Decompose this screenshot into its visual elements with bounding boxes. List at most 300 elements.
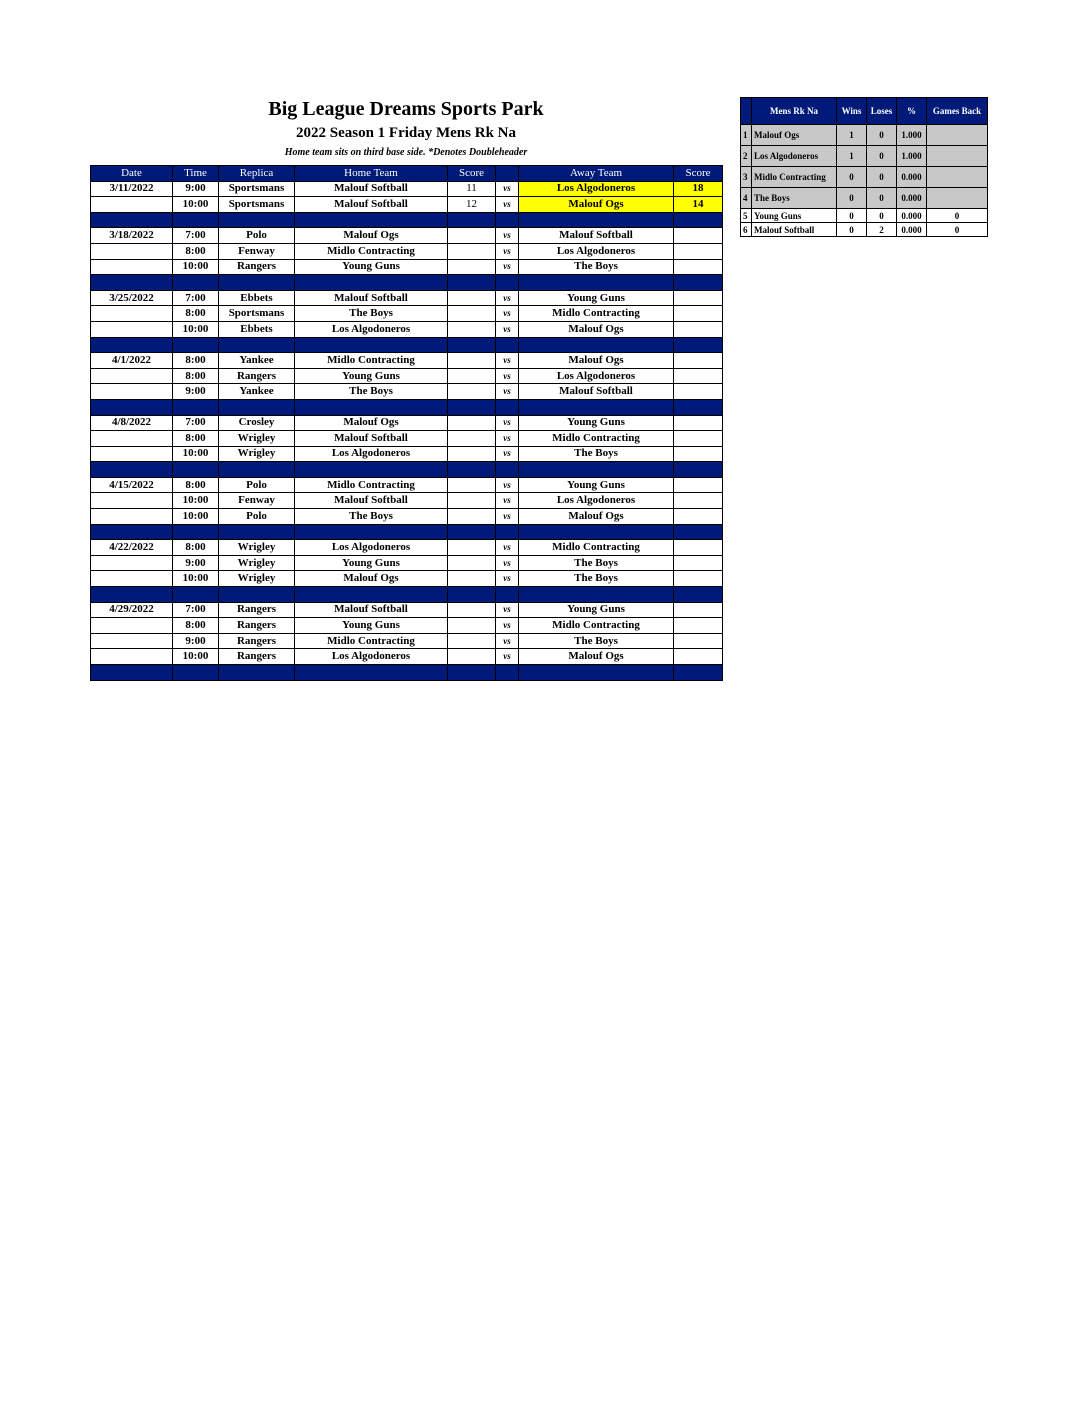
vs-label: vs — [496, 259, 519, 275]
game-date — [91, 306, 173, 322]
game-time: 10:00 — [173, 446, 219, 462]
away-team: Malouf Ogs — [519, 353, 674, 369]
vs-label: vs — [496, 181, 519, 197]
separator-cell — [295, 399, 448, 415]
standing-rank: 4 — [741, 188, 752, 209]
game-row — [91, 602, 723, 618]
week-separator — [91, 275, 723, 291]
separator-cell — [674, 524, 723, 540]
game-row — [91, 618, 723, 634]
home-score — [448, 415, 496, 431]
standings-col-header: Loses — [867, 98, 897, 125]
home-team: Los Algodoneros — [295, 649, 448, 665]
separator-cell — [173, 275, 219, 291]
standing-wins: 1 — [837, 146, 867, 167]
game-date — [91, 618, 173, 634]
separator-cell — [295, 665, 448, 681]
separator-cell — [448, 212, 496, 228]
away-team: Midlo Contracting — [519, 618, 674, 634]
game-time: 8:00 — [173, 431, 219, 447]
home-score — [448, 228, 496, 244]
standing-wins: 0 — [837, 167, 867, 188]
standing-pct: 1.000 — [897, 146, 927, 167]
away-team: The Boys — [519, 633, 674, 649]
separator-cell — [91, 587, 173, 603]
separator-cell — [219, 212, 295, 228]
game-row — [91, 321, 723, 337]
separator-cell — [674, 275, 723, 291]
home-score: 12 — [448, 197, 496, 213]
game-time: 8:00 — [173, 368, 219, 384]
standings-row — [741, 125, 988, 146]
standing-loses: 0 — [867, 188, 897, 209]
home-team: Malouf Ogs — [295, 415, 448, 431]
vs-label: vs — [496, 431, 519, 447]
home-team: Malouf Softball — [295, 197, 448, 213]
home-score: 11 — [448, 181, 496, 197]
week-separator — [91, 524, 723, 540]
game-time: 7:00 — [173, 602, 219, 618]
separator-cell — [519, 337, 674, 353]
vs-label: vs — [496, 290, 519, 306]
separator-cell — [173, 337, 219, 353]
game-row — [91, 633, 723, 649]
separator-cell — [496, 337, 519, 353]
home-score — [448, 493, 496, 509]
game-date: 4/22/2022 — [91, 540, 173, 556]
vs-label: vs — [496, 602, 519, 618]
vs-label: vs — [496, 243, 519, 259]
separator-cell — [448, 587, 496, 603]
separator-cell — [496, 212, 519, 228]
separator-cell — [295, 462, 448, 478]
standings-col-header: % — [897, 98, 927, 125]
away-score — [674, 431, 723, 447]
separator-cell — [448, 337, 496, 353]
standings-header-row — [741, 98, 988, 125]
game-field: Fenway — [219, 493, 295, 509]
page-note: Home team sits on third base side. *Denotes Doubleheader — [284, 147, 528, 158]
game-row — [91, 571, 723, 587]
game-row — [91, 431, 723, 447]
away-score — [674, 477, 723, 493]
game-row — [91, 228, 723, 244]
standing-pct: 0.000 — [897, 209, 927, 223]
standing-games-back: 0 — [927, 223, 988, 237]
separator-cell — [219, 399, 295, 415]
game-date — [91, 509, 173, 525]
standings-col-header: Mens Rk Na — [752, 98, 837, 125]
week-separator — [91, 212, 723, 228]
vs-label: vs — [496, 633, 519, 649]
separator-cell — [295, 587, 448, 603]
home-score — [448, 571, 496, 587]
schedule-col-header: Home Team — [295, 166, 448, 182]
separator-cell — [519, 399, 674, 415]
standing-rank: 2 — [741, 146, 752, 167]
standings-col-header — [741, 98, 752, 125]
away-team: Malouf Ogs — [519, 649, 674, 665]
away-score — [674, 290, 723, 306]
game-date — [91, 384, 173, 400]
home-team: The Boys — [295, 509, 448, 525]
game-field: Yankee — [219, 384, 295, 400]
game-field: Wrigley — [219, 555, 295, 571]
standings-row — [741, 167, 988, 188]
game-time: 9:00 — [173, 384, 219, 400]
standings-row — [741, 223, 988, 237]
home-score — [448, 618, 496, 634]
away-team: Malouf Ogs — [519, 321, 674, 337]
away-score — [674, 446, 723, 462]
game-date — [91, 321, 173, 337]
home-team: The Boys — [295, 306, 448, 322]
home-score — [448, 602, 496, 618]
game-time: 8:00 — [173, 243, 219, 259]
standing-pct: 1.000 — [897, 125, 927, 146]
separator-cell — [219, 665, 295, 681]
separator-cell — [519, 462, 674, 478]
separator-cell — [173, 212, 219, 228]
game-time: 8:00 — [173, 540, 219, 556]
separator-cell — [91, 462, 173, 478]
game-field: Fenway — [219, 243, 295, 259]
home-team: Los Algodoneros — [295, 321, 448, 337]
home-team: Malouf Softball — [295, 290, 448, 306]
standing-team: The Boys — [752, 188, 837, 209]
game-row — [91, 368, 723, 384]
away-team: Malouf Softball — [519, 228, 674, 244]
home-team: Malouf Softball — [295, 431, 448, 447]
standing-loses: 0 — [867, 167, 897, 188]
standing-loses: 0 — [867, 125, 897, 146]
game-date — [91, 633, 173, 649]
game-field: Rangers — [219, 649, 295, 665]
game-field: Wrigley — [219, 540, 295, 556]
game-time: 10:00 — [173, 493, 219, 509]
home-score — [448, 321, 496, 337]
schedule-col-header: Date — [91, 166, 173, 182]
page-subtitle: 2022 Season 1 Friday Mens Rk Na — [295, 125, 516, 141]
away-team: Young Guns — [519, 415, 674, 431]
away-team: Midlo Contracting — [519, 306, 674, 322]
game-time: 10:00 — [173, 259, 219, 275]
game-date — [91, 446, 173, 462]
game-field: Wrigley — [219, 446, 295, 462]
game-date — [91, 243, 173, 259]
game-date: 3/25/2022 — [91, 290, 173, 306]
game-row — [91, 555, 723, 571]
standing-team: Young Guns — [752, 209, 837, 223]
standings-col-header: Wins — [837, 98, 867, 125]
vs-label: vs — [496, 384, 519, 400]
home-team: Midlo Contracting — [295, 477, 448, 493]
away-score — [674, 509, 723, 525]
separator-cell — [674, 337, 723, 353]
separator-cell — [496, 462, 519, 478]
separator-cell — [295, 275, 448, 291]
game-row — [91, 353, 723, 369]
game-date — [91, 368, 173, 384]
separator-cell — [91, 337, 173, 353]
home-team: Young Guns — [295, 618, 448, 634]
schedule-table — [90, 165, 723, 681]
vs-label: vs — [496, 306, 519, 322]
away-team: The Boys — [519, 446, 674, 462]
game-time: 10:00 — [173, 571, 219, 587]
separator-cell — [674, 665, 723, 681]
game-field: Ebbets — [219, 290, 295, 306]
home-score — [448, 306, 496, 322]
vs-label: vs — [496, 353, 519, 369]
standing-wins: 0 — [837, 188, 867, 209]
home-team: Malouf Ogs — [295, 228, 448, 244]
separator-cell — [219, 524, 295, 540]
game-field: Polo — [219, 228, 295, 244]
standing-rank: 3 — [741, 167, 752, 188]
game-field: Sportsmans — [219, 197, 295, 213]
separator-cell — [219, 587, 295, 603]
game-time: 10:00 — [173, 197, 219, 213]
away-team: Los Algodoneros — [519, 493, 674, 509]
separator-cell — [91, 665, 173, 681]
separator-cell — [91, 399, 173, 415]
week-separator — [91, 399, 723, 415]
separator-cell — [219, 462, 295, 478]
standing-wins: 1 — [837, 125, 867, 146]
separator-cell — [674, 462, 723, 478]
separator-cell — [674, 399, 723, 415]
separator-cell — [674, 587, 723, 603]
game-field: Rangers — [219, 633, 295, 649]
home-score — [448, 290, 496, 306]
standing-pct: 0.000 — [897, 223, 927, 237]
away-team: Los Algodoneros — [519, 243, 674, 259]
away-team: Midlo Contracting — [519, 431, 674, 447]
home-score — [448, 431, 496, 447]
game-field: Rangers — [219, 618, 295, 634]
away-score: 14 — [674, 197, 723, 213]
game-row — [91, 243, 723, 259]
away-team: Malouf Ogs — [519, 509, 674, 525]
home-team: The Boys — [295, 384, 448, 400]
home-score — [448, 509, 496, 525]
game-row — [91, 540, 723, 556]
home-team: Malouf Softball — [295, 602, 448, 618]
standings-row — [741, 146, 988, 167]
vs-label: vs — [496, 415, 519, 431]
schedule-col-header: Time — [173, 166, 219, 182]
home-team: Young Guns — [295, 555, 448, 571]
standing-team: Malouf Softball — [752, 223, 837, 237]
separator-cell — [674, 212, 723, 228]
standing-games-back — [927, 188, 988, 209]
away-team: Young Guns — [519, 290, 674, 306]
separator-cell — [173, 524, 219, 540]
away-score — [674, 321, 723, 337]
home-score — [448, 368, 496, 384]
away-team: Los Algodoneros — [519, 181, 674, 197]
game-time: 9:00 — [173, 633, 219, 649]
away-score — [674, 306, 723, 322]
vs-label: vs — [496, 618, 519, 634]
separator-cell — [448, 275, 496, 291]
game-date — [91, 571, 173, 587]
home-team: Midlo Contracting — [295, 243, 448, 259]
home-team: Malouf Softball — [295, 493, 448, 509]
home-team: Malouf Ogs — [295, 571, 448, 587]
away-score — [674, 493, 723, 509]
vs-label: vs — [496, 649, 519, 665]
home-score — [448, 384, 496, 400]
vs-label: vs — [496, 509, 519, 525]
game-row — [91, 446, 723, 462]
away-score — [674, 555, 723, 571]
schedule-col-header: Away Team — [519, 166, 674, 182]
separator-cell — [295, 212, 448, 228]
separator-cell — [91, 524, 173, 540]
game-field: Polo — [219, 477, 295, 493]
standing-loses: 2 — [867, 223, 897, 237]
away-score: 18 — [674, 181, 723, 197]
vs-label: vs — [496, 228, 519, 244]
home-score — [448, 353, 496, 369]
separator-cell — [173, 399, 219, 415]
away-team: Los Algodoneros — [519, 368, 674, 384]
vs-label: vs — [496, 446, 519, 462]
game-row — [91, 493, 723, 509]
game-field: Crosley — [219, 415, 295, 431]
game-time: 7:00 — [173, 415, 219, 431]
game-row — [91, 415, 723, 431]
separator-cell — [519, 587, 674, 603]
vs-label: vs — [496, 197, 519, 213]
separator-cell — [448, 399, 496, 415]
game-time: 10:00 — [173, 321, 219, 337]
home-team: Young Guns — [295, 368, 448, 384]
away-score — [674, 602, 723, 618]
game-time: 8:00 — [173, 477, 219, 493]
away-score — [674, 228, 723, 244]
home-score — [448, 477, 496, 493]
away-score — [674, 415, 723, 431]
standing-team: Los Algodoneros — [752, 146, 837, 167]
separator-cell — [91, 275, 173, 291]
away-score — [674, 384, 723, 400]
standing-pct: 0.000 — [897, 188, 927, 209]
standing-games-back — [927, 125, 988, 146]
away-team: Young Guns — [519, 477, 674, 493]
vs-label: vs — [496, 477, 519, 493]
home-team: Los Algodoneros — [295, 446, 448, 462]
game-field: Ebbets — [219, 321, 295, 337]
game-date: 4/1/2022 — [91, 353, 173, 369]
game-row — [91, 477, 723, 493]
separator-cell — [519, 524, 674, 540]
home-score — [448, 446, 496, 462]
away-score — [674, 649, 723, 665]
game-date: 3/18/2022 — [91, 228, 173, 244]
game-time: 7:00 — [173, 290, 219, 306]
standings-row — [741, 209, 988, 223]
separator-cell — [219, 275, 295, 291]
separator-cell — [496, 587, 519, 603]
game-date — [91, 431, 173, 447]
game-date — [91, 649, 173, 665]
game-date — [91, 259, 173, 275]
separator-cell — [173, 587, 219, 603]
game-time: 9:00 — [173, 181, 219, 197]
home-team: Young Guns — [295, 259, 448, 275]
away-team: Malouf Softball — [519, 384, 674, 400]
separator-cell — [496, 524, 519, 540]
game-date — [91, 555, 173, 571]
away-score — [674, 633, 723, 649]
separator-cell — [219, 337, 295, 353]
standing-loses: 0 — [867, 146, 897, 167]
home-team: Midlo Contracting — [295, 633, 448, 649]
home-score — [448, 649, 496, 665]
schedule-col-header: Score — [674, 166, 723, 182]
game-date — [91, 493, 173, 509]
standing-team: Malouf Ogs — [752, 125, 837, 146]
standing-wins: 0 — [837, 209, 867, 223]
away-score — [674, 618, 723, 634]
game-row — [91, 181, 723, 197]
vs-label: vs — [496, 368, 519, 384]
game-field: Rangers — [219, 368, 295, 384]
standing-games-back: 0 — [927, 209, 988, 223]
standing-pct: 0.000 — [897, 167, 927, 188]
standing-team: Midlo Contracting — [752, 167, 837, 188]
standing-loses: 0 — [867, 209, 897, 223]
game-time: 9:00 — [173, 555, 219, 571]
game-field: Sportsmans — [219, 181, 295, 197]
separator-cell — [295, 524, 448, 540]
game-field: Rangers — [219, 602, 295, 618]
standing-wins: 0 — [837, 223, 867, 237]
separator-cell — [448, 524, 496, 540]
separator-cell — [496, 275, 519, 291]
schedule-col-header: Score — [448, 166, 496, 182]
away-team: The Boys — [519, 571, 674, 587]
away-team: The Boys — [519, 259, 674, 275]
away-score — [674, 259, 723, 275]
separator-cell — [173, 665, 219, 681]
home-score — [448, 259, 496, 275]
game-row — [91, 259, 723, 275]
game-date: 4/8/2022 — [91, 415, 173, 431]
separator-cell — [496, 399, 519, 415]
separator-cell — [519, 212, 674, 228]
game-row — [91, 509, 723, 525]
game-field: Wrigley — [219, 431, 295, 447]
game-field: Yankee — [219, 353, 295, 369]
separator-cell — [519, 275, 674, 291]
game-row — [91, 197, 723, 213]
away-score — [674, 243, 723, 259]
game-date: 4/15/2022 — [91, 477, 173, 493]
standing-games-back — [927, 146, 988, 167]
game-row — [91, 649, 723, 665]
away-team: Midlo Contracting — [519, 540, 674, 556]
standing-rank: 6 — [741, 223, 752, 237]
game-time: 10:00 — [173, 509, 219, 525]
game-row — [91, 306, 723, 322]
game-field: Rangers — [219, 259, 295, 275]
game-field: Wrigley — [219, 571, 295, 587]
separator-cell — [295, 337, 448, 353]
